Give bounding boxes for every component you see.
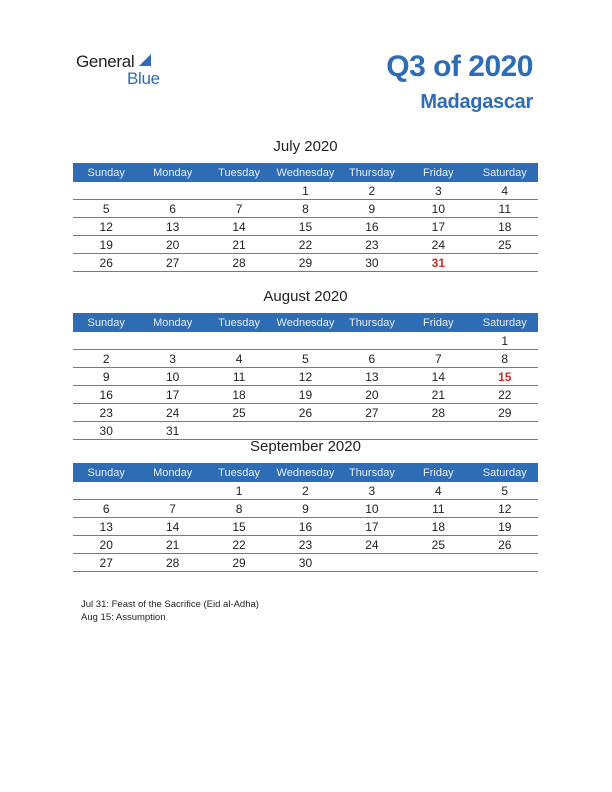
day-cell: 18: [472, 218, 538, 236]
day-cell: 2: [272, 482, 338, 500]
weekday-header: Monday: [139, 163, 205, 182]
empty-day-cell: [206, 182, 272, 200]
weekday-header: Sunday: [73, 463, 139, 482]
week-row: [73, 182, 538, 200]
week-row: [73, 554, 538, 572]
weekday-header-row: [73, 163, 538, 182]
month-title: July 2020: [273, 138, 338, 155]
day-cell: 7: [405, 350, 471, 368]
day-cell: 24: [339, 536, 405, 554]
weekday-header: Sunday: [73, 163, 139, 182]
day-cell: 10: [405, 200, 471, 218]
day-cell: 21: [139, 536, 205, 554]
weekday-header: Thursday: [339, 163, 405, 182]
day-cell: 24: [405, 236, 471, 254]
day-cell: 21: [206, 236, 272, 254]
day-cell: 7: [206, 200, 272, 218]
day-cell: 14: [139, 518, 205, 536]
weekday-header: Wednesday: [272, 313, 338, 332]
day-cell: 16: [272, 518, 338, 536]
empty-day-cell: [339, 332, 405, 350]
holiday-notes: [81, 598, 259, 624]
empty-day-cell: [139, 332, 205, 350]
calendar-table: [73, 163, 538, 272]
day-cell: 12: [73, 218, 139, 236]
day-cell: 20: [139, 236, 205, 254]
empty-day-cell: [405, 332, 471, 350]
weekday-header: Tuesday: [206, 463, 272, 482]
empty-day-cell: [472, 254, 538, 272]
month-july: [73, 137, 538, 272]
day-cell: 24: [139, 404, 205, 422]
weekday-header: Monday: [139, 463, 205, 482]
day-cell: 5: [73, 200, 139, 218]
day-cell: 29: [206, 554, 272, 572]
day-cell: 15: [206, 518, 272, 536]
day-cell: 26: [73, 254, 139, 272]
empty-day-cell: [405, 554, 471, 572]
day-cell: 14: [206, 218, 272, 236]
day-cell: 23: [272, 536, 338, 554]
weekday-header: Saturday: [472, 163, 538, 182]
day-cell: 15: [272, 218, 338, 236]
month-title: August 2020: [263, 288, 348, 305]
quarter-title: Q3 of 2020: [386, 50, 533, 83]
day-cell: 19: [472, 518, 538, 536]
generalblue-logo: [76, 52, 186, 92]
weekday-header: Friday: [405, 163, 471, 182]
day-cell: 14: [405, 368, 471, 386]
day-cell: 11: [472, 200, 538, 218]
logo-blue-text: Blue: [127, 69, 160, 88]
week-row: [73, 386, 538, 404]
week-row: [73, 518, 538, 536]
weekday-header: Wednesday: [272, 163, 338, 182]
day-cell: 4: [206, 350, 272, 368]
day-cell: 28: [139, 554, 205, 572]
holiday-day-cell: 31: [405, 254, 471, 272]
day-cell: 13: [139, 218, 205, 236]
day-cell: 29: [272, 254, 338, 272]
week-row: [73, 350, 538, 368]
week-row: [73, 536, 538, 554]
day-cell: 20: [339, 386, 405, 404]
day-cell: 22: [472, 386, 538, 404]
day-cell: 23: [73, 404, 139, 422]
holiday-day-cell: 15: [472, 368, 538, 386]
day-cell: 1: [472, 332, 538, 350]
day-cell: 30: [272, 554, 338, 572]
day-cell: 28: [405, 404, 471, 422]
day-cell: 27: [339, 404, 405, 422]
empty-day-cell: [73, 332, 139, 350]
day-cell: 17: [405, 218, 471, 236]
day-cell: 23: [339, 236, 405, 254]
week-row: [73, 482, 538, 500]
day-cell: 29: [472, 404, 538, 422]
day-cell: 3: [405, 182, 471, 200]
day-cell: 18: [206, 386, 272, 404]
weekday-header: Tuesday: [206, 313, 272, 332]
week-row: [73, 218, 538, 236]
day-cell: 21: [405, 386, 471, 404]
day-cell: 16: [339, 218, 405, 236]
day-cell: 5: [272, 350, 338, 368]
weekday-header: Friday: [405, 313, 471, 332]
week-row: [73, 254, 538, 272]
day-cell: 17: [139, 386, 205, 404]
day-cell: 31: [139, 422, 205, 440]
month-august: [73, 287, 538, 440]
day-cell: 18: [405, 518, 471, 536]
day-cell: 27: [73, 554, 139, 572]
day-cell: 6: [339, 350, 405, 368]
day-cell: 2: [339, 182, 405, 200]
week-row: [73, 368, 538, 386]
day-cell: 5: [472, 482, 538, 500]
empty-day-cell: [272, 332, 338, 350]
day-cell: 11: [405, 500, 471, 518]
weekday-header: Monday: [139, 313, 205, 332]
holiday-note: Jul 31: Feast of the Sacrifice (Eid al-Adha): [81, 599, 259, 610]
country-name: Madagascar: [420, 91, 533, 113]
day-cell: 20: [73, 536, 139, 554]
weekday-header: Thursday: [339, 463, 405, 482]
day-cell: 9: [73, 368, 139, 386]
day-cell: 27: [139, 254, 205, 272]
weekday-header-row: [73, 313, 538, 332]
day-cell: 11: [206, 368, 272, 386]
weekday-header: Tuesday: [206, 163, 272, 182]
day-cell: 9: [272, 500, 338, 518]
day-cell: 26: [272, 404, 338, 422]
empty-day-cell: [472, 554, 538, 572]
week-row: [73, 236, 538, 254]
day-cell: 7: [139, 500, 205, 518]
day-cell: 8: [206, 500, 272, 518]
day-cell: 3: [339, 482, 405, 500]
logo-general-text: General: [76, 52, 135, 71]
day-cell: 8: [272, 200, 338, 218]
calendar-table: [73, 313, 538, 440]
empty-day-cell: [339, 554, 405, 572]
week-row: [73, 332, 538, 350]
day-cell: 10: [139, 368, 205, 386]
empty-day-cell: [73, 482, 139, 500]
weekday-header-row: [73, 463, 538, 482]
day-cell: 1: [272, 182, 338, 200]
day-cell: 25: [472, 236, 538, 254]
weekday-header: Thursday: [339, 313, 405, 332]
day-cell: 13: [339, 368, 405, 386]
day-cell: 2: [73, 350, 139, 368]
day-cell: 4: [472, 182, 538, 200]
month-title: September 2020: [250, 438, 361, 455]
day-cell: 25: [206, 404, 272, 422]
day-cell: 6: [73, 500, 139, 518]
day-cell: 30: [339, 254, 405, 272]
weekday-header: Wednesday: [272, 463, 338, 482]
day-cell: 3: [139, 350, 205, 368]
day-cell: 26: [472, 536, 538, 554]
day-cell: 28: [206, 254, 272, 272]
day-cell: 6: [139, 200, 205, 218]
weekday-header: Friday: [405, 463, 471, 482]
day-cell: 8: [472, 350, 538, 368]
weekday-header: Saturday: [472, 313, 538, 332]
empty-day-cell: [139, 482, 205, 500]
day-cell: 25: [405, 536, 471, 554]
day-cell: 22: [272, 236, 338, 254]
day-cell: 19: [73, 236, 139, 254]
day-cell: 12: [272, 368, 338, 386]
week-row: [73, 404, 538, 422]
day-cell: 19: [272, 386, 338, 404]
day-cell: 1: [206, 482, 272, 500]
holiday-note: Aug 15: Assumption: [81, 612, 166, 623]
month-september: [73, 437, 538, 572]
calendar-table: [73, 463, 538, 572]
day-cell: 17: [339, 518, 405, 536]
day-cell: 12: [472, 500, 538, 518]
empty-day-cell: [73, 182, 139, 200]
day-cell: 16: [73, 386, 139, 404]
day-cell: 22: [206, 536, 272, 554]
day-cell: 4: [405, 482, 471, 500]
day-cell: 13: [73, 518, 139, 536]
day-cell: 10: [339, 500, 405, 518]
weekday-header: Sunday: [73, 313, 139, 332]
empty-day-cell: [139, 182, 205, 200]
day-cell: 30: [73, 422, 139, 440]
day-cell: 9: [339, 200, 405, 218]
week-row: [73, 500, 538, 518]
weekday-header: Saturday: [472, 463, 538, 482]
week-row: [73, 200, 538, 218]
logo-triangle-icon: [139, 54, 151, 66]
empty-day-cell: [206, 332, 272, 350]
